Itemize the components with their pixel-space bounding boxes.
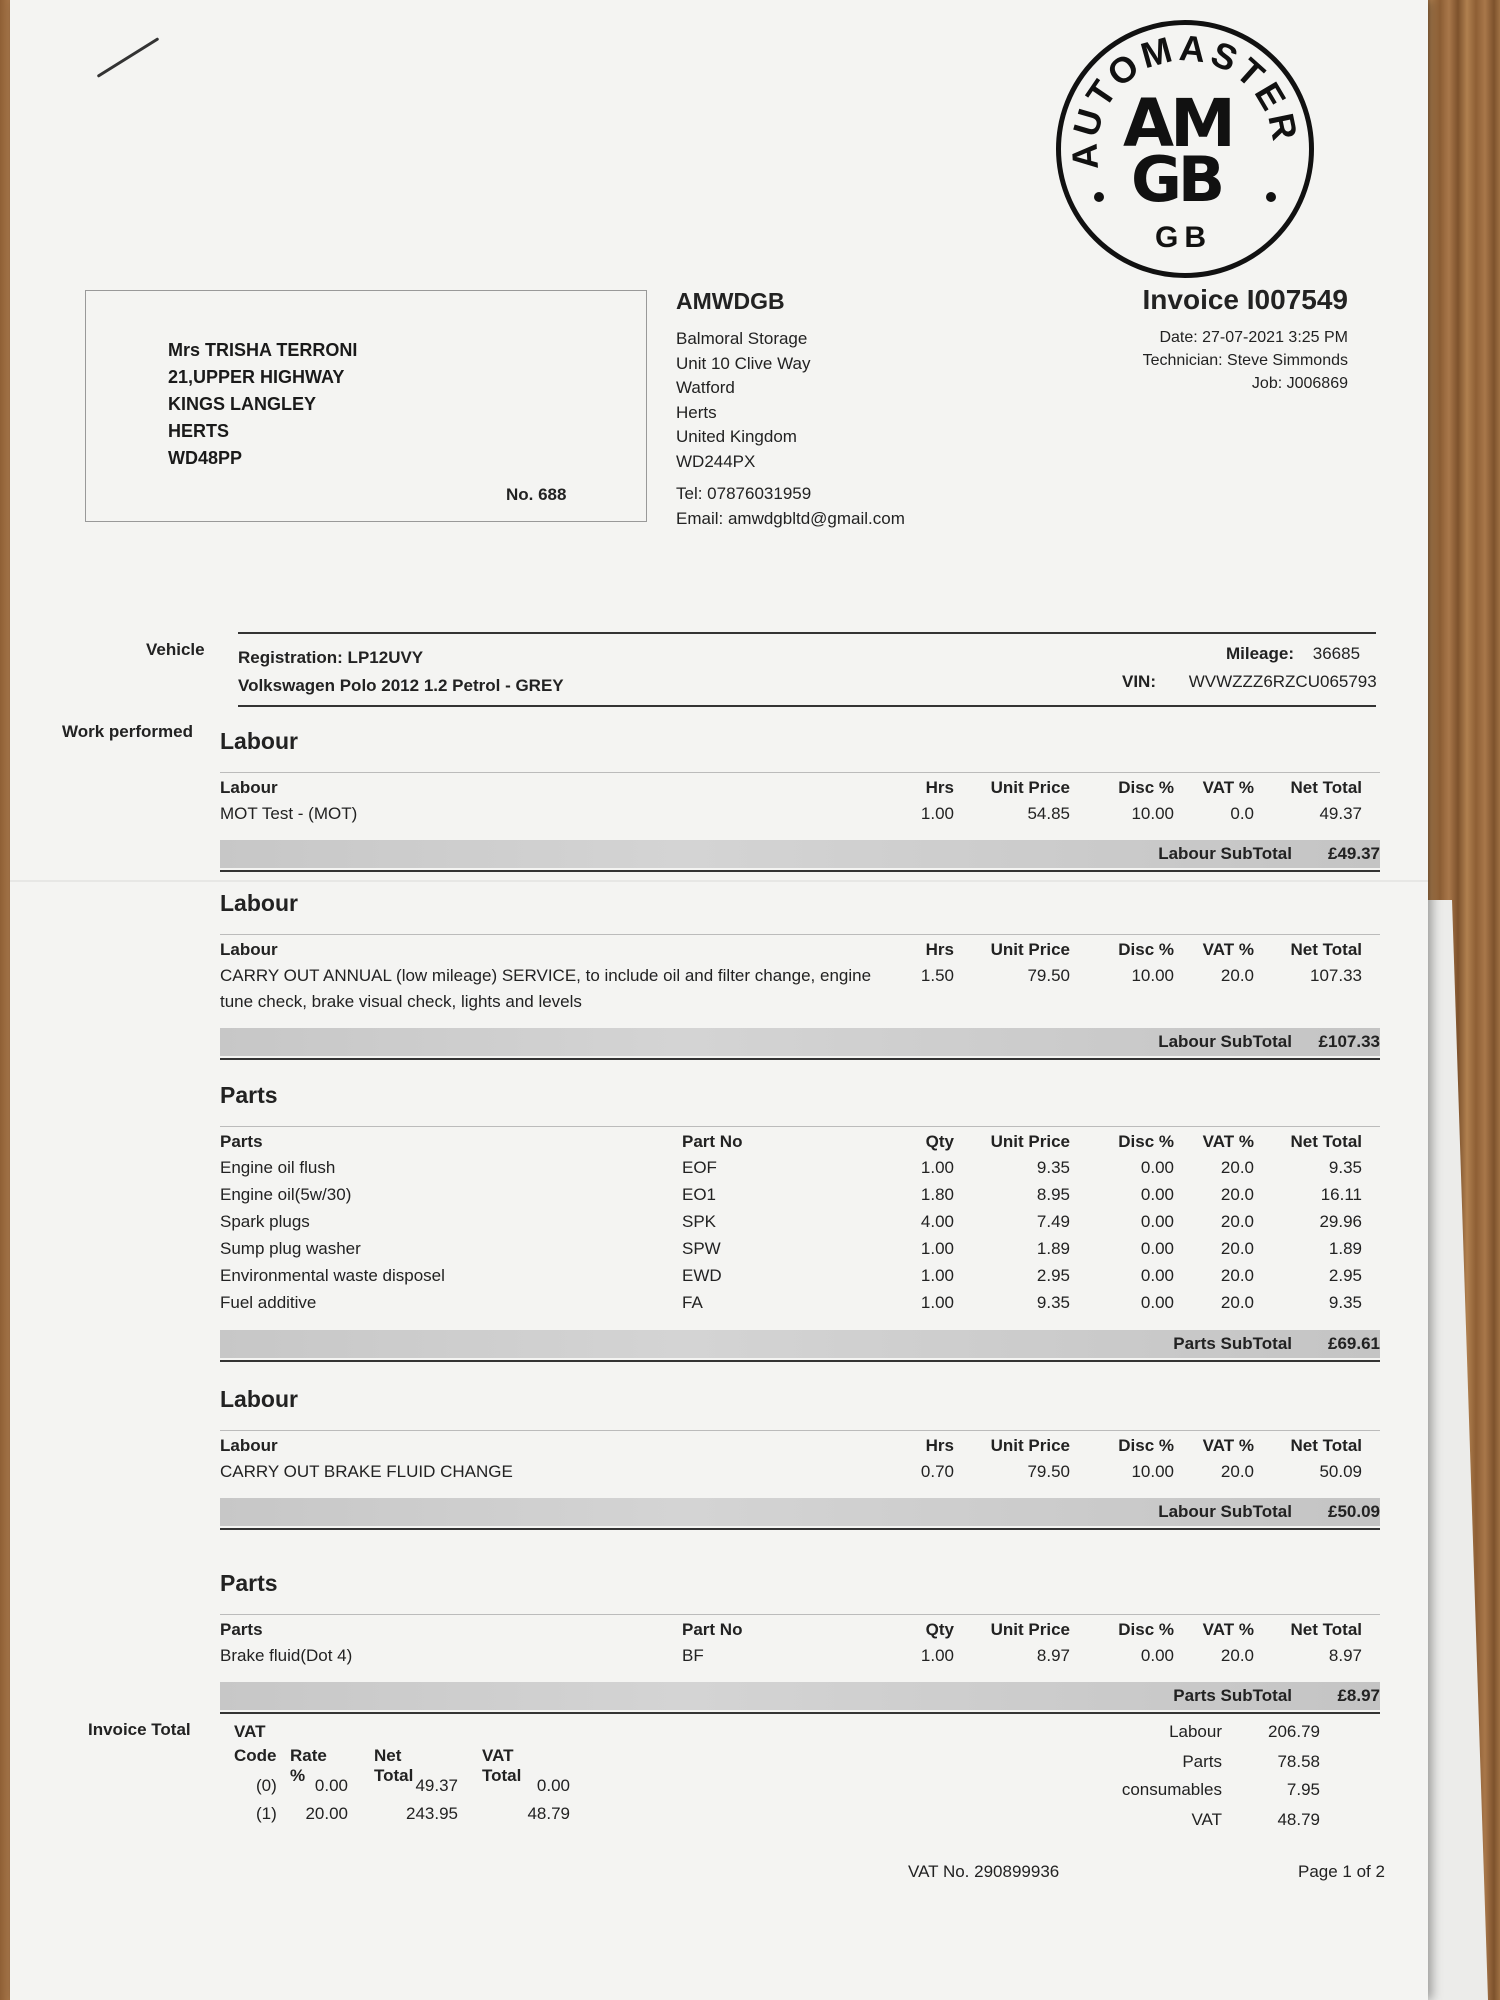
line-item-qty: 1.50 — [920, 966, 954, 985]
vat-header-code: Code — [234, 1746, 277, 1765]
summary-label: consumables — [1121, 1780, 1222, 1799]
summary-label: Labour — [1169, 1722, 1222, 1741]
vehicle-registration: Registration: LP12UVY — [238, 648, 424, 667]
column-header-vat: VAT % — [1202, 1620, 1254, 1639]
section-divider — [220, 1430, 1380, 1431]
line-item-net-total: 8.97 — [1328, 1646, 1362, 1665]
column-header-net-total: Net Total — [1290, 940, 1362, 959]
section-divider — [220, 934, 1380, 935]
section-divider — [220, 1126, 1380, 1127]
line-item-vat: 20.0 — [1220, 1266, 1254, 1285]
column-header-qty: Hrs — [925, 778, 954, 797]
customer-address-box — [85, 290, 647, 522]
mileage-value: 36685 — [1312, 644, 1361, 663]
customer-name: Mrs TRISHA TERRONI — [168, 340, 358, 360]
section-divider — [220, 772, 1380, 773]
line-item-qty: 1.80 — [920, 1185, 954, 1204]
company-block — [676, 288, 905, 531]
line-item-description: CARRY OUT BRAKE FLUID CHANGE — [220, 1462, 513, 1481]
summary-value: 78.58 — [1277, 1752, 1320, 1771]
line-item-net-total: 9.35 — [1328, 1158, 1362, 1177]
line-item-vat: 20.0 — [1220, 1212, 1254, 1231]
vat-row-rate: 0.00 — [314, 1776, 348, 1795]
column-header-vat: VAT % — [1202, 778, 1254, 797]
svg-text:AUTOMASTER: AUTOMASTER — [1063, 26, 1307, 171]
vat-row-code: (0) — [256, 1776, 277, 1795]
vat-row-code: (1) — [256, 1804, 277, 1823]
column-header-unit-price: Unit Price — [990, 1620, 1070, 1639]
column-header-qty: Hrs — [925, 1436, 954, 1455]
subtotal-label: Labour SubTotal — [1158, 1032, 1292, 1051]
section-bottom-rule — [220, 1712, 1380, 1714]
invoice-title: Invoice I007549 — [1142, 284, 1348, 315]
pen-mark — [97, 37, 160, 78]
invoice-total-label: Invoice Total — [88, 1720, 191, 1739]
summary-label: Parts — [1182, 1752, 1222, 1771]
company-name: AMWDGB — [676, 288, 785, 314]
column-header-vat: VAT % — [1202, 1436, 1254, 1455]
column-header-unit-price: Unit Price — [990, 1436, 1070, 1455]
company-address-line: Watford — [676, 378, 735, 397]
mileage-label: Mileage: — [1226, 644, 1295, 663]
line-item-part-no: FA — [682, 1293, 703, 1312]
summary-value: 48.79 — [1277, 1810, 1320, 1829]
column-header-disc: Disc % — [1118, 940, 1174, 959]
invoice-header — [1143, 284, 1348, 395]
company-tel: Tel: 07876031959 — [676, 484, 812, 503]
line-item-disc: 0.00 — [1140, 1293, 1174, 1312]
vat-header-rate: Rate % — [290, 1746, 327, 1785]
subtotal-value: £107.33 — [1318, 1032, 1380, 1051]
line-item-unit-price: 8.97 — [1036, 1646, 1070, 1665]
logo-monogram-bottom: GB — [1131, 143, 1222, 216]
paper-fold — [10, 880, 1428, 882]
column-header-description: Labour — [220, 940, 278, 959]
column-header-net-total: Net Total — [1290, 1132, 1362, 1151]
column-header-net-total: Net Total — [1290, 1436, 1362, 1455]
column-header-vat: VAT % — [1202, 1132, 1254, 1151]
company-email[interactable]: Email: amwdgbltd@gmail.com — [676, 508, 905, 528]
line-item-vat: 20.0 — [1220, 1158, 1254, 1177]
column-header-disc: Disc % — [1118, 778, 1174, 797]
line-item-vat: 20.0 — [1220, 1293, 1254, 1312]
line-item-unit-price: 9.35 — [1036, 1293, 1070, 1312]
line-item-part-no: SPW — [682, 1239, 721, 1258]
line-item-vat: 20.0 — [1220, 1646, 1254, 1665]
column-header-unit-price: Unit Price — [990, 778, 1070, 797]
summary-value: 206.79 — [1268, 1722, 1320, 1741]
work-performed-label: Work performed — [62, 722, 193, 741]
section-bottom-rule — [220, 1058, 1380, 1060]
line-item-disc: 10.00 — [1131, 1462, 1174, 1481]
line-item-disc: 10.00 — [1131, 804, 1174, 823]
column-header-part-no: Part No — [682, 1132, 743, 1151]
line-item-net-total: 16.11 — [1320, 1185, 1362, 1204]
customer-number: No. 688 — [506, 485, 567, 504]
invoice-page — [10, 0, 1428, 2000]
section-divider — [220, 1614, 1380, 1615]
column-header-description: Parts — [220, 1620, 263, 1639]
line-item-qty: 1.00 — [920, 804, 954, 823]
section-title: Parts — [220, 1082, 278, 1108]
invoice-job: Job: J006869 — [1251, 375, 1348, 392]
section-title: Parts — [220, 1570, 278, 1596]
line-item-description: Engine oil flush — [220, 1158, 336, 1177]
line-item-disc: 10.00 — [1131, 966, 1174, 985]
section-title: Labour — [220, 1386, 298, 1412]
line-item-unit-price: 1.89 — [1036, 1239, 1070, 1258]
line-item-net-total: 2.95 — [1328, 1266, 1362, 1285]
line-item-qty: 1.00 — [920, 1239, 954, 1258]
column-header-description: Labour — [220, 778, 278, 797]
section-bottom-rule — [220, 870, 1380, 872]
line-item-unit-price: 54.85 — [1027, 804, 1070, 823]
line-item-disc: 0.00 — [1140, 1158, 1174, 1177]
vat-row-net: 243.95 — [406, 1804, 458, 1823]
line-item-description: CARRY OUT ANNUAL (low mileage) SERVICE, to include oil and filter change, engine — [220, 966, 872, 985]
vehicle-bottom-rule — [238, 705, 1376, 707]
line-item-disc: 0.00 — [1140, 1185, 1174, 1204]
line-item-description: Sump plug washer — [220, 1239, 361, 1258]
vat-number: VAT No. 290899936 — [908, 1862, 1060, 1881]
section-title: Labour — [220, 890, 298, 916]
line-item-qty: 1.00 — [920, 1646, 954, 1665]
page-number: Page 1 of 2 — [1298, 1862, 1385, 1881]
company-address-line: Herts — [676, 402, 717, 422]
line-item-qty: 1.00 — [920, 1158, 954, 1177]
subtotal-label: Parts SubTotal — [1173, 1334, 1292, 1353]
company-address-line: United Kingdom — [676, 427, 797, 446]
line-item-net-total: 1.89 — [1328, 1239, 1362, 1258]
line-item-unit-price: 8.95 — [1036, 1185, 1070, 1204]
line-item-description: Fuel additive — [220, 1293, 317, 1312]
summary-value: 7.95 — [1286, 1780, 1320, 1799]
company-address-line: WD244PX — [676, 451, 756, 471]
summary-label: VAT — [1191, 1810, 1222, 1829]
company-address-line: Balmoral Storage — [676, 329, 808, 348]
line-item-net-total: 9.35 — [1328, 1293, 1362, 1312]
vehicle-mileage — [1226, 644, 1360, 664]
customer-address-line: WD48PP — [168, 448, 243, 468]
subtotal-label: Parts SubTotal — [1173, 1686, 1292, 1705]
line-item-vat: 20.0 — [1220, 966, 1254, 985]
column-header-qty: Qty — [925, 1132, 954, 1151]
line-item-qty: 1.00 — [920, 1266, 954, 1285]
line-item-part-no: EO1 — [682, 1185, 717, 1204]
line-item-vat: 20.0 — [1220, 1185, 1254, 1204]
vat-title: VAT — [234, 1722, 266, 1741]
line-item-net-total: 50.09 — [1319, 1462, 1362, 1481]
invoice-date: Date: 27-07-2021 3:25 PM — [1159, 329, 1348, 346]
customer-address-line: HERTS — [168, 421, 230, 441]
column-header-part-no: Part No — [682, 1620, 743, 1639]
subtotal-value: £49.37 — [1328, 844, 1380, 863]
line-item-qty: 1.00 — [920, 1293, 954, 1312]
line-item-unit-price: 79.50 — [1027, 1462, 1070, 1481]
section-bottom-rule — [220, 1528, 1380, 1530]
line-item-vat: 20.0 — [1220, 1239, 1254, 1258]
vat-row-vat: 48.79 — [527, 1804, 570, 1823]
customer-address-line: 21,UPPER HIGHWAY — [168, 367, 345, 387]
line-item-part-no: EOF — [682, 1158, 717, 1177]
line-item-vat: 0.0 — [1230, 804, 1254, 823]
line-item-net-total: 49.37 — [1319, 804, 1362, 823]
line-item-description: Brake fluid(Dot 4) — [220, 1646, 353, 1665]
column-header-disc: Disc % — [1118, 1436, 1174, 1455]
automaster-logo — [1056, 20, 1314, 278]
logo-monogram-top: AM — [1123, 85, 1232, 162]
line-item-qty: 4.00 — [920, 1212, 954, 1231]
vat-header-vat: VAT Total — [482, 1746, 522, 1785]
subtotal-value: £50.09 — [1328, 1502, 1380, 1521]
vat-row-net: 49.37 — [415, 1776, 458, 1795]
invoice-technician: Technician: Steve Simmonds — [1142, 352, 1348, 369]
line-item-description: MOT Test - (MOT) — [220, 804, 358, 823]
company-address-line: Unit 10 Clive Way — [676, 353, 811, 373]
section-title: Labour — [220, 728, 298, 754]
column-header-description: Labour — [220, 1436, 278, 1455]
line-item-disc: 0.00 — [1140, 1239, 1174, 1258]
line-item-description-cont: tune check, brake visual check, lights and levels — [220, 992, 582, 1011]
subtotal-label: Labour SubTotal — [1158, 1502, 1292, 1521]
line-item-disc: 0.00 — [1140, 1212, 1174, 1231]
subtotal-value: £8.97 — [1337, 1686, 1380, 1705]
line-item-description: Engine oil(5w/30) — [220, 1185, 352, 1204]
line-item-part-no: EWD — [682, 1266, 722, 1285]
column-header-vat: VAT % — [1202, 940, 1254, 959]
vehicle-label: Vehicle — [146, 640, 205, 659]
column-header-qty: Hrs — [925, 940, 954, 959]
line-item-vat: 20.0 — [1220, 1462, 1254, 1481]
section-bottom-rule — [220, 1360, 1380, 1362]
column-header-qty: Qty — [925, 1620, 954, 1639]
subtotal-label: Labour SubTotal — [1158, 844, 1292, 863]
vat-row-rate: 20.00 — [305, 1804, 348, 1823]
line-item-part-no: SPK — [682, 1212, 717, 1231]
logo-bottom-text: GB — [1155, 221, 1212, 254]
customer-block — [168, 337, 357, 472]
line-item-disc: 0.00 — [1140, 1266, 1174, 1285]
line-item-description: Environmental waste disposel — [220, 1266, 445, 1285]
column-header-disc: Disc % — [1118, 1132, 1174, 1151]
vat-header-net: Net Total — [374, 1746, 414, 1785]
line-item-net-total: 107.33 — [1310, 966, 1362, 985]
vehicle-description: Volkswagen Polo 2012 1.2 Petrol - GREY — [238, 676, 564, 695]
vin-label: VIN: — [1122, 672, 1156, 691]
vehicle-vin — [1122, 672, 1377, 692]
line-item-disc: 0.00 — [1140, 1646, 1174, 1665]
line-item-part-no: BF — [682, 1646, 704, 1665]
column-header-unit-price: Unit Price — [990, 1132, 1070, 1151]
subtotal-value: £69.61 — [1328, 1334, 1380, 1353]
column-header-disc: Disc % — [1118, 1620, 1174, 1639]
column-header-description: Parts — [220, 1132, 263, 1151]
column-header-net-total: Net Total — [1290, 1620, 1362, 1639]
vin-value: WVWZZZ6RZCU065793 — [1188, 672, 1377, 691]
line-item-unit-price: 2.95 — [1036, 1266, 1070, 1285]
vehicle-top-rule — [238, 632, 1376, 634]
line-item-description: Spark plugs — [220, 1212, 310, 1231]
customer-address-line: KINGS LANGLEY — [168, 394, 317, 414]
line-item-qty: 0.70 — [920, 1462, 954, 1481]
column-header-net-total: Net Total — [1290, 778, 1362, 797]
vat-row-vat: 0.00 — [536, 1776, 570, 1795]
line-item-unit-price: 9.35 — [1036, 1158, 1070, 1177]
line-item-unit-price: 79.50 — [1027, 966, 1070, 985]
column-header-unit-price: Unit Price — [990, 940, 1070, 959]
line-item-unit-price: 7.49 — [1036, 1212, 1070, 1231]
line-item-net-total: 29.96 — [1319, 1212, 1362, 1231]
